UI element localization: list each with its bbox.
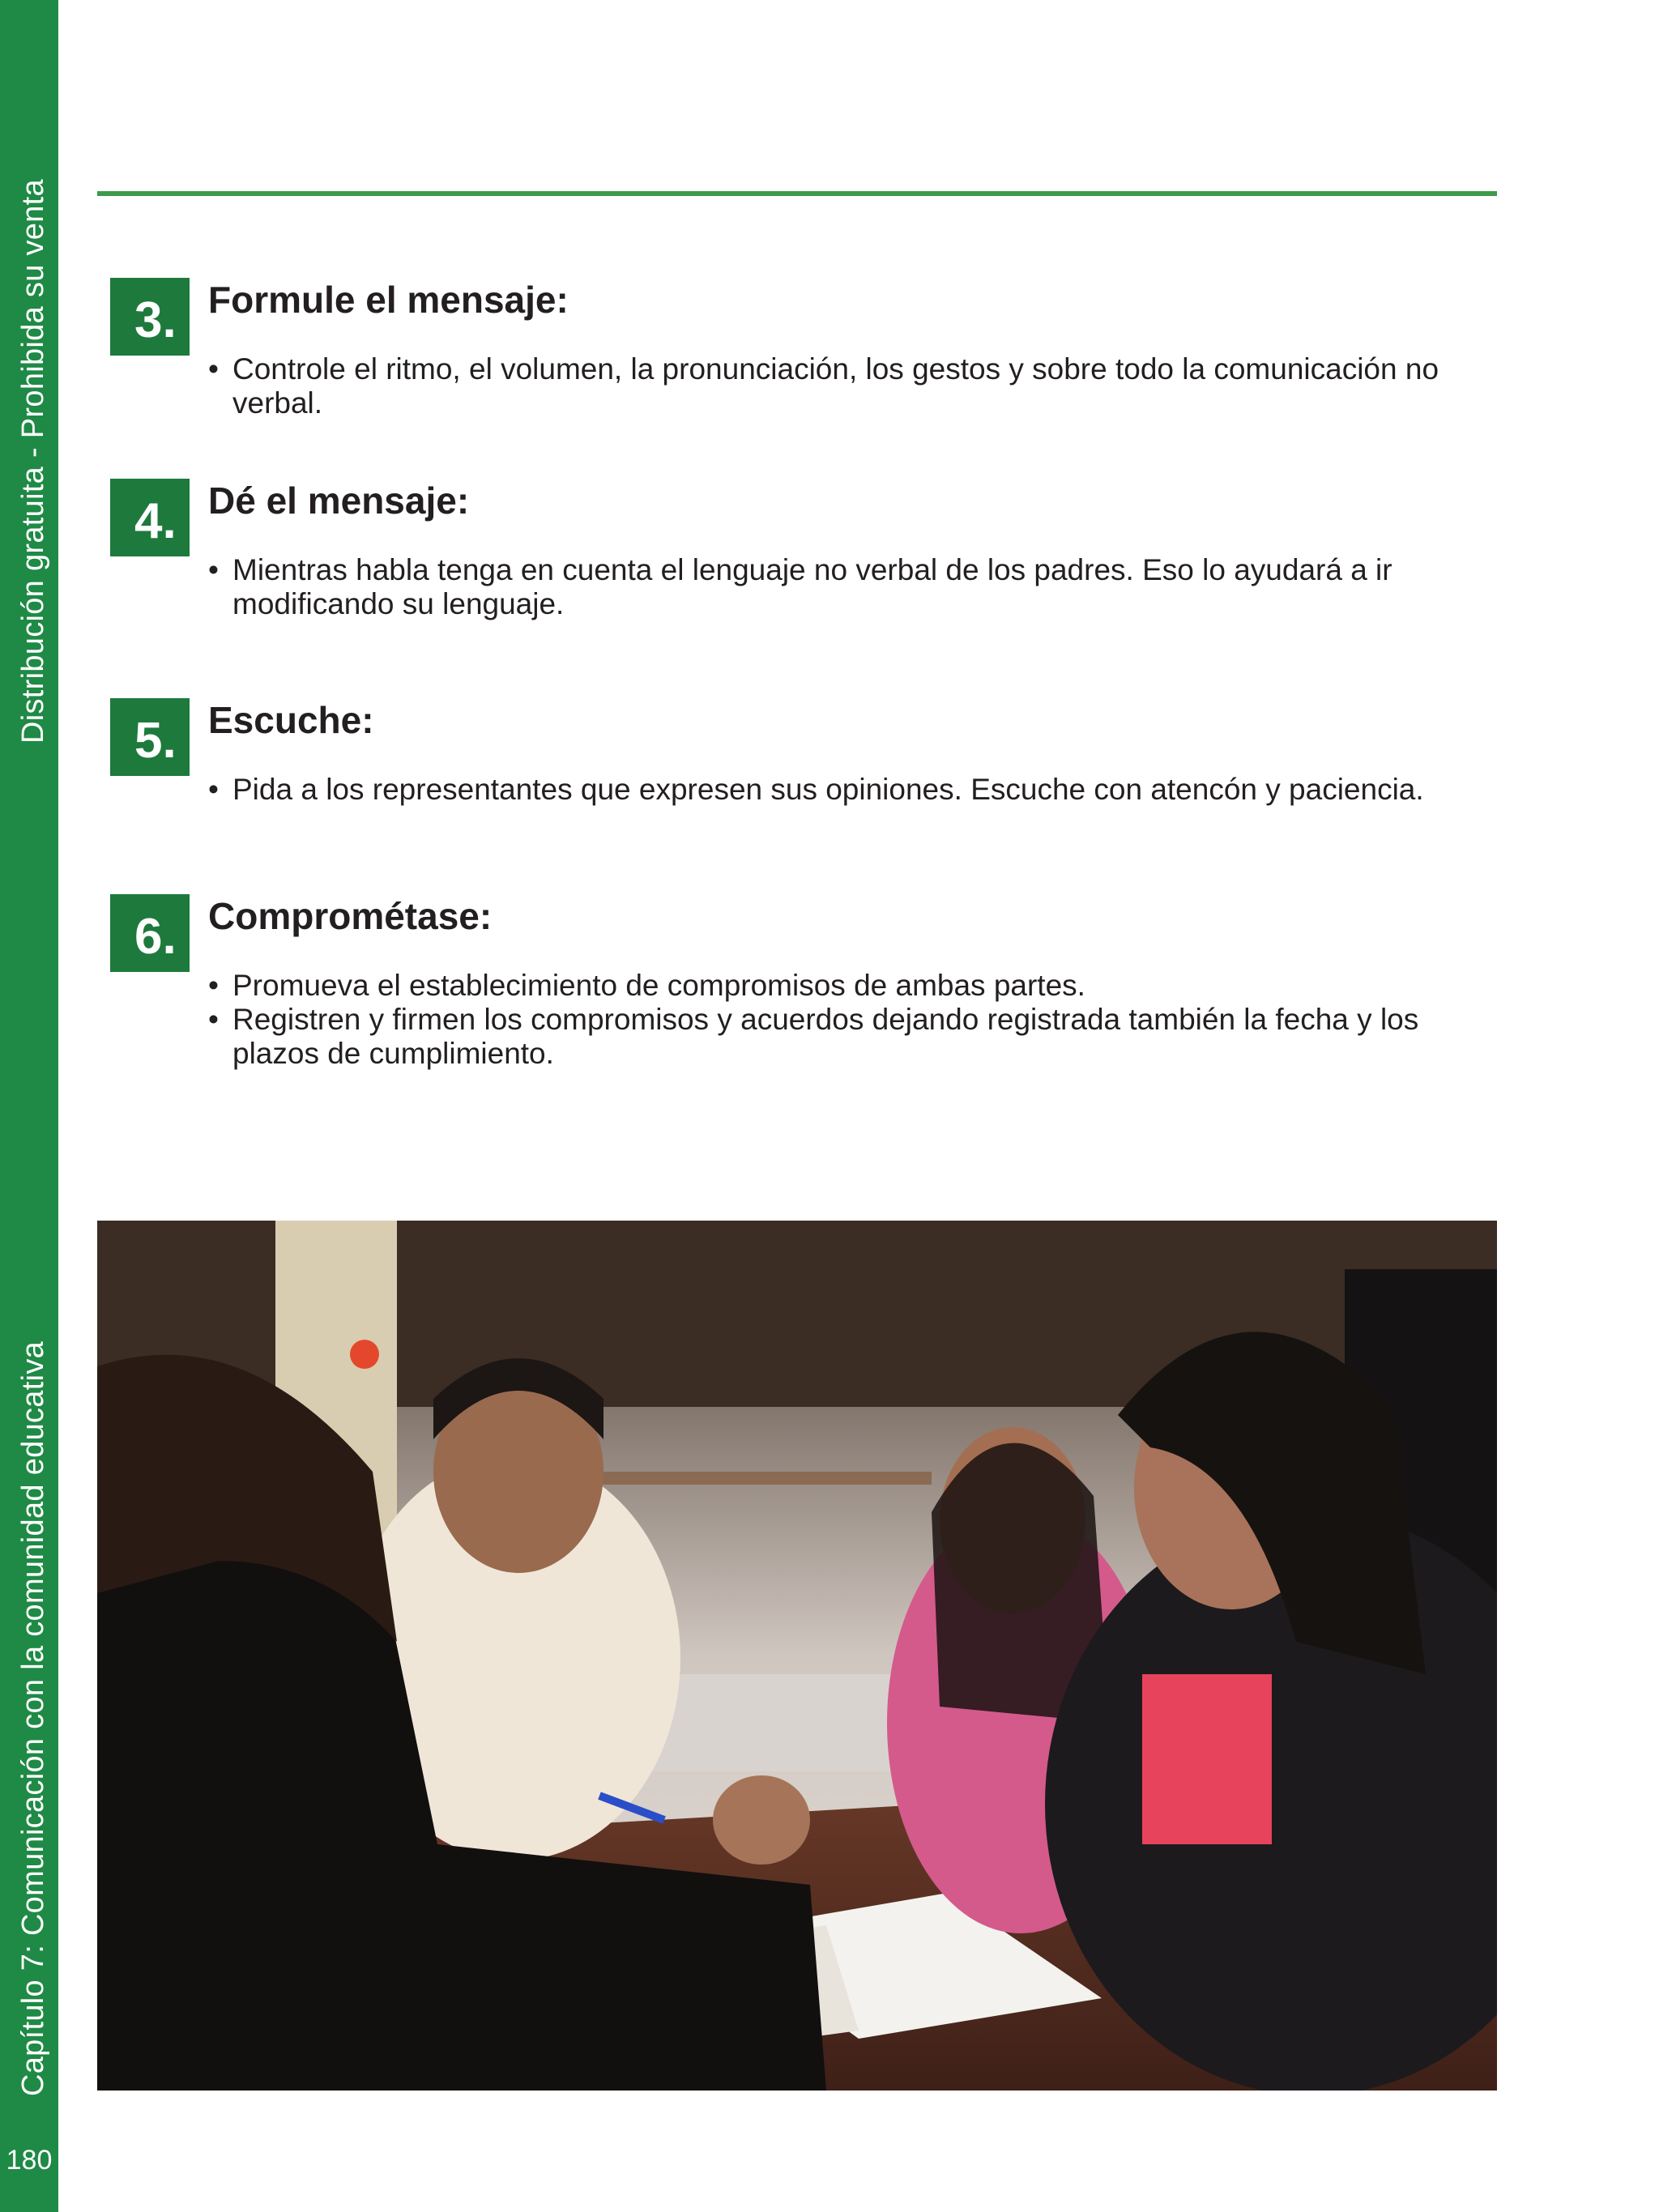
step-number-badge: 5. bbox=[110, 698, 190, 776]
meeting-photo bbox=[97, 1221, 1497, 2091]
step-title: Escuche: bbox=[208, 699, 374, 741]
step-number-badge: 3. bbox=[110, 278, 190, 356]
step-bullet-list bbox=[208, 773, 1512, 807]
bullet-item: • Promueva el establecimiento de compromisos de ambas partes. bbox=[208, 969, 1512, 1003]
step-title: Formule el mensaje: bbox=[208, 279, 569, 321]
header-rule bbox=[97, 191, 1497, 196]
side-bar bbox=[0, 0, 58, 2212]
step-title: Dé el mensaje: bbox=[208, 479, 470, 522]
flower-decoration bbox=[350, 1340, 379, 1369]
striped-shirt bbox=[1142, 1674, 1272, 1844]
side-text-distribution: Distribución gratuita - Prohibida su venta bbox=[16, 179, 50, 744]
meeting-photo-illustration bbox=[97, 1221, 1497, 2091]
step-number-badge: 6. bbox=[110, 894, 190, 972]
hand-foreground bbox=[713, 1775, 810, 1865]
bullet-item: • Controle el ritmo, el volumen, la pronunciación, los gestos y sobre todo la comunicación no verbal. bbox=[208, 352, 1512, 420]
step-bullet-list bbox=[208, 969, 1512, 1071]
bullet-item: • Pida a los representantes que expresen sus opiniones. Escuche con atencón y paciencia. bbox=[208, 773, 1512, 807]
step-bullet-list bbox=[208, 553, 1512, 621]
wall-banner bbox=[591, 1472, 932, 1485]
page-number: 180 bbox=[6, 2145, 53, 2176]
step-title: Comprométase: bbox=[208, 895, 493, 937]
step-number-badge: 4. bbox=[110, 479, 190, 556]
side-text-chapter: Capítulo 7: Comunicación con la comunidad educativa bbox=[16, 1340, 50, 2096]
bullet-item: • Mientras habla tenga en cuenta el lenguaje no verbal de los padres. Eso lo ayudará a ir modificando su lenguaje. bbox=[208, 553, 1512, 621]
bullet-item: • Registren y firmen los compromisos y acuerdos dejando registrada también la fecha y los plazos de cumplimiento. bbox=[208, 1003, 1512, 1071]
step-bullet-list bbox=[208, 352, 1512, 420]
